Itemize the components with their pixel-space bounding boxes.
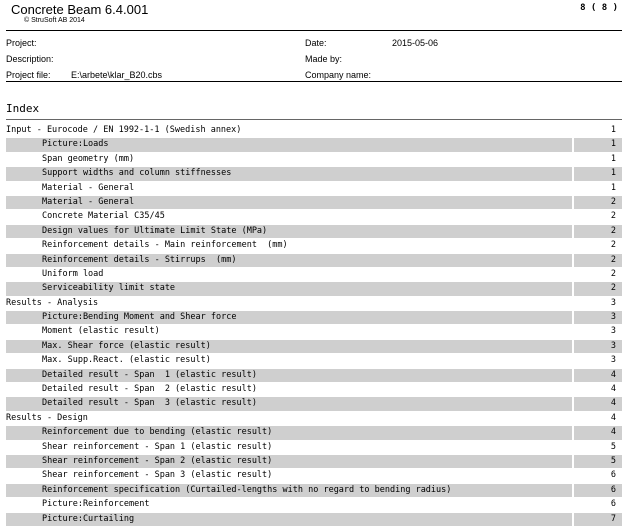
index-page-cell [574,239,622,252]
index-entry-row [6,469,622,483]
index-page-cell [574,210,622,223]
index-page-number: 5 [610,441,616,452]
index-entry-cell [6,426,572,439]
index-page-number: 2 [610,254,616,265]
index-page-cell [574,124,622,137]
index-entry-label: Reinforcement specification (Curtailed-lengths with no regard to bending radius) [42,484,452,495]
index-table [6,124,622,527]
index-entry-row [6,397,622,411]
index-entry-row [6,498,622,512]
index-entry-cell [6,354,572,367]
index-entry-label: Support widths and column stiffnesses [42,168,232,179]
index-entry-label: Uniform load [42,268,104,279]
index-entry-row [6,153,622,167]
made-by-label: Made by: [305,54,343,64]
index-page-number: 4 [610,398,616,409]
index-entry-cell [6,455,572,468]
index-entry-label: Moment (elastic result) [42,326,160,337]
index-entry-row [6,239,622,253]
index-entry-row [6,455,622,469]
index-page-cell [574,254,622,267]
index-entry-cell [6,441,572,454]
index-page-cell [574,196,622,209]
index-page-number: 1 [610,125,616,135]
index-page-cell [574,412,622,425]
index-rule [6,119,622,120]
index-page-cell [574,311,622,324]
index-page-number: 4 [610,384,616,395]
index-entry-label: Material - General [42,182,135,193]
company-name-label: Company name: [305,70,372,80]
index-entry-cell [6,513,572,526]
index-entry-label: Input - Eurocode / EN 1992-1-1 (Swedish annex) [6,125,242,135]
index-page-cell [574,182,622,195]
index-entry-cell [6,484,572,497]
index-page-cell [574,383,622,396]
index-entry-label: Shear reinforcement - Span 1 (elastic result) [42,441,273,452]
index-entry-row [6,196,622,210]
index-page-number: 1 [610,153,616,164]
index-entry-label: Detailed result - Span 3 (elastic result) [42,398,257,409]
index-page-number: 3 [610,355,616,366]
index-page-cell [574,369,622,382]
index-entry-label: Picture:Loads [42,139,109,150]
index-entry-row [6,369,622,383]
index-page-number: 4 [610,369,616,380]
index-entry-cell [6,397,572,410]
index-page-cell [574,268,622,281]
index-page-cell [574,225,622,238]
index-title: Index [6,102,40,115]
index-page-cell [574,167,622,180]
index-entry-row [6,138,622,152]
index-page-cell [574,426,622,439]
index-entry-row [6,282,622,296]
index-entry-row [6,182,622,196]
index-entry-cell [6,412,572,425]
index-page-cell [574,498,622,511]
index-page-cell [574,513,622,526]
index-page-number: 7 [610,513,616,524]
index-page-cell [574,325,622,338]
project-file-value: E:\arbete\klar_B20.cbs [71,70,163,80]
index-entry-cell [6,498,572,511]
index-page-number: 3 [610,326,616,337]
index-entry-label: Concrete Material C35/45 [42,211,165,222]
date-label: Date: [305,38,327,48]
index-entry-row [6,254,622,268]
index-entry-label: Serviceability limit state [42,283,176,294]
index-entry-cell [6,153,572,166]
index-entry-cell [6,268,572,281]
date-value: 2015-05-06 [392,38,439,48]
index-entry-label: Shear reinforcement - Span 3 (elastic result) [42,470,273,481]
index-entry-row [6,513,622,527]
index-page-cell [574,153,622,166]
copyright-text: © StruSoft AB 2014 [24,17,85,24]
index-page-number: 1 [610,139,616,150]
index-page-number: 3 [610,340,616,351]
index-entry-cell [6,210,572,223]
index-entry-row [6,340,622,354]
index-page-number: 3 [610,297,616,308]
header-rule-bottom [6,81,622,82]
index-page-number: 6 [610,470,616,481]
index-page-number: 2 [610,240,616,251]
index-entry-label: Reinforcement details - Stirrups (mm) [42,254,237,265]
index-entry-label: Material - General [42,196,135,207]
header-rule-top [6,30,622,31]
index-entry-label: Span geometry (mm) [42,153,135,164]
app-title: Concrete Beam 6.4.001 [11,2,149,17]
project-file-label: Project file: [6,70,51,80]
index-entry-cell [6,196,572,209]
index-page-cell [574,441,622,454]
index-entry-label: Detailed result - Span 1 (elastic result) [42,369,257,380]
index-entry-cell [6,469,572,482]
index-entry-row [6,383,622,397]
index-entry-row [6,484,622,498]
index-page-number: 4 [610,412,616,423]
index-entry-label: Max. Shear force (elastic result) [42,340,211,351]
index-entry-cell [6,182,572,195]
index-entry-row [6,325,622,339]
index-entry-row [6,441,622,455]
index-page-number: 2 [610,225,616,236]
index-entry-cell [6,311,572,324]
index-page-number: 5 [610,455,616,466]
index-page-number: 6 [610,499,616,510]
index-page-number: 2 [610,283,616,294]
index-page-number: 4 [610,427,616,438]
index-section-row [6,124,622,138]
index-entry-label: Shear reinforcement - Span 2 (elastic result) [42,455,273,466]
description-label: Description: [6,54,54,64]
project-label: Project: [6,38,37,48]
index-page-number: 6 [610,484,616,495]
index-page-number: 2 [610,196,616,207]
index-entry-row [6,311,622,325]
index-entry-cell [6,325,572,338]
index-page-cell [574,340,622,353]
index-entry-label: Picture:Reinforcement [42,499,150,510]
index-page-number: 2 [610,268,616,279]
index-entry-row [6,268,622,282]
index-section-row [6,412,622,426]
index-page-number: 1 [610,182,616,193]
index-page-cell [574,484,622,497]
index-entry-row [6,426,622,440]
index-entry-cell [6,167,572,180]
index-entry-cell [6,297,572,310]
index-page-cell [574,297,622,310]
index-entry-label: Reinforcement details - Main reinforcement (mm) [42,240,288,251]
index-page-cell [574,455,622,468]
index-entry-cell [6,383,572,396]
index-page-cell [574,138,622,151]
index-page-cell [574,354,622,367]
index-entry-cell [6,254,572,267]
index-entry-label: Max. Supp.React. (elastic result) [42,355,211,366]
page-indicator: 8 ( 8 ) [580,3,618,13]
index-entry-row [6,210,622,224]
index-entry-label: Picture:Bending Moment and Shear force [42,312,237,323]
index-entry-label: Results - Analysis [6,297,99,308]
index-page-number: 1 [610,168,616,179]
index-entry-row [6,167,622,181]
index-page-cell [574,282,622,295]
index-entry-label: Results - Design [6,412,88,423]
index-entry-label: Design values for Ultimate Limit State (MPa) [42,225,268,236]
index-page-cell [574,469,622,482]
index-page-number: 3 [610,312,616,323]
index-entry-label: Picture:Curtailing [42,513,135,524]
index-entry-cell [6,138,572,151]
index-entry-cell [6,124,572,137]
index-entry-cell [6,225,572,238]
index-entry-cell [6,369,572,382]
index-section-row [6,297,622,311]
index-entry-cell [6,282,572,295]
index-page-number: 2 [610,211,616,222]
index-entry-label: Detailed result - Span 2 (elastic result) [42,384,257,395]
index-page-cell [574,397,622,410]
index-entry-row [6,354,622,368]
index-entry-cell [6,239,572,252]
index-entry-row [6,225,622,239]
index-entry-label: Reinforcement due to bending (elastic result) [42,427,273,438]
index-entry-cell [6,340,572,353]
